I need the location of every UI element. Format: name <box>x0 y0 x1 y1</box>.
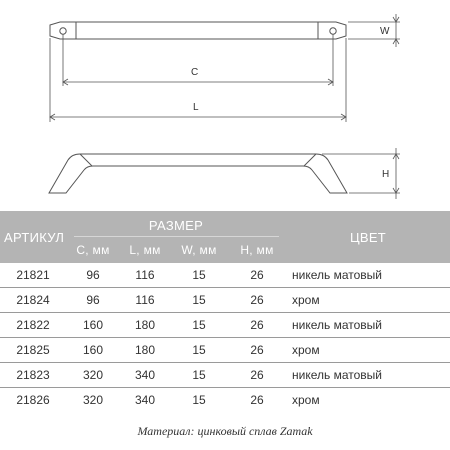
cell-h: 26 <box>228 263 286 288</box>
cell-l: 116 <box>120 288 170 313</box>
cell-l: 116 <box>120 263 170 288</box>
table-row <box>0 388 450 413</box>
cell-c: 160 <box>66 338 120 363</box>
cell-l: 180 <box>120 313 170 338</box>
dimension-label-h: H <box>382 169 390 180</box>
cell-c: 160 <box>66 313 120 338</box>
cell-h: 26 <box>228 338 286 363</box>
header-l: L, мм <box>120 237 170 263</box>
header-article: АРТИКУЛ <box>0 211 66 263</box>
dimension-label-l: L <box>193 102 199 113</box>
header-w: W, мм <box>170 237 228 263</box>
cell-article: 21821 <box>0 263 66 288</box>
header-h: H, мм <box>228 237 286 263</box>
header-size <box>66 211 286 237</box>
dimension-w <box>348 14 400 47</box>
cell-l: 180 <box>120 338 170 363</box>
cell-w: 15 <box>192 393 206 407</box>
cell-article: 21823 <box>0 363 66 388</box>
cell-w: 15 <box>170 338 228 363</box>
cell-h: 26 <box>228 288 286 313</box>
cell-l: 340 <box>120 363 170 388</box>
cell-c: 96 <box>66 288 120 313</box>
table-row <box>0 288 450 313</box>
cell-h: 26 <box>250 393 264 407</box>
cell-w: 15 <box>170 288 228 313</box>
cell-color: хром <box>292 393 320 407</box>
cell-article: 21826 <box>16 393 50 407</box>
material-note: Материал: цинковый сплав Zamak <box>137 424 313 438</box>
cell-color: никель матовый <box>286 313 450 338</box>
table-row <box>0 263 450 288</box>
cell-color: хром <box>286 338 450 363</box>
table-row <box>0 363 450 388</box>
cell-article: 21824 <box>0 288 66 313</box>
mounting-hole-right <box>330 28 336 34</box>
specification-table <box>0 211 450 412</box>
handle-top-view <box>50 22 346 39</box>
cell-color: никель матовый <box>286 363 450 388</box>
cell-w: 15 <box>170 313 228 338</box>
dimension-label-w: W <box>380 26 390 37</box>
table-header-row <box>0 211 450 237</box>
cell-article: 21822 <box>0 313 66 338</box>
cell-c: 96 <box>66 263 120 288</box>
handle-side-view <box>49 154 347 193</box>
table-row <box>0 338 450 363</box>
cell-h: 26 <box>228 363 286 388</box>
cell-w: 15 <box>170 263 228 288</box>
dimension-c <box>63 34 333 86</box>
header-size-label: РАЗМЕР <box>148 218 204 233</box>
cell-color: хром <box>286 288 450 313</box>
header-color: ЦВЕТ <box>286 211 450 263</box>
mounting-hole-left <box>60 28 66 34</box>
dimension-label-c: C <box>191 67 199 78</box>
header-c: C, мм <box>66 237 120 263</box>
cell-c: 320 <box>82 393 104 407</box>
cell-h: 26 <box>228 313 286 338</box>
cell-l: 340 <box>134 393 156 407</box>
table-row <box>0 313 450 338</box>
cell-color: никель матовый <box>286 263 450 288</box>
cell-w: 15 <box>170 363 228 388</box>
cell-article: 21825 <box>0 338 66 363</box>
cell-c: 320 <box>66 363 120 388</box>
handle-technical-drawing <box>0 0 450 210</box>
